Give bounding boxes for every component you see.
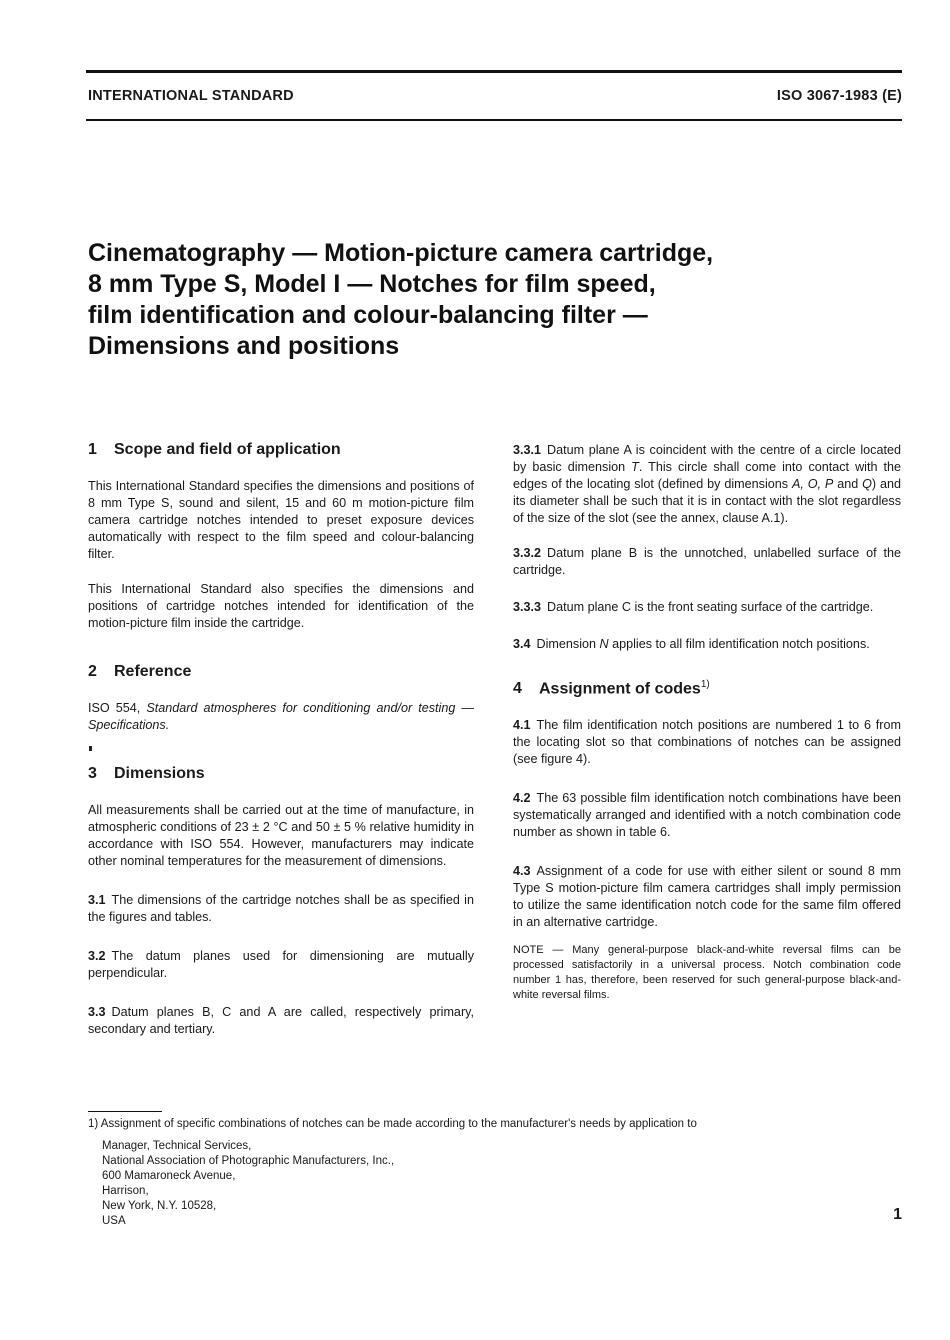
reference-code: ISO 554, xyxy=(88,701,141,715)
clause-number: 4.3 xyxy=(513,864,531,879)
clause-3-2 xyxy=(88,948,474,982)
section-3-heading xyxy=(88,764,474,784)
clause-4-2 xyxy=(513,790,901,841)
left-column xyxy=(88,440,474,1056)
clause-text: Datum plane A is coincident with the centre of a circle located by basic dimension xyxy=(513,443,901,474)
clause-text: The film identification notch positions are numbered 1 to 6 from the locating slot so that combinations of notches can be assigned (see figure 4). xyxy=(513,718,901,767)
clause-3-3-1 xyxy=(513,442,901,527)
page-number: 1 xyxy=(893,1206,902,1223)
section-4-heading xyxy=(513,675,901,699)
clause-text: The 63 possible film identification notch combinations have been systematically arranged and identified with a notch combination code number as shown in table 6. xyxy=(513,791,901,840)
section-number: 2 xyxy=(88,663,97,680)
clause-text: Datum plane C is the front seating surface of the cartridge. xyxy=(547,600,874,614)
standard-number-label: ISO 3067-1983 (E) xyxy=(776,88,902,104)
address-line: New York, N.Y. 10528, xyxy=(102,1200,217,1212)
clause-text: . This circle shall come into contact with the edges of the locating slot (defined by dimensions xyxy=(513,460,901,491)
section-2-heading xyxy=(88,662,474,682)
clause-4-1 xyxy=(513,717,901,768)
clause-number: 3.4 xyxy=(513,637,531,651)
clause-number: 4.1 xyxy=(513,718,531,733)
title-line-2: 8 mm Type S, Model I — Notches for film speed, xyxy=(88,270,656,298)
clause-3-4 xyxy=(513,636,901,653)
title-line-3: film identification and colour-balancing filter — xyxy=(88,301,648,329)
footnote xyxy=(88,1117,908,1229)
footnote-reference: 1) xyxy=(700,679,710,690)
dimension-variable: T xyxy=(631,460,639,474)
clause-number: 3.1 xyxy=(88,893,106,907)
footnote-text: 1) Assignment of specific combinations of notches can be made according to the manufacturer's needs by application to xyxy=(88,1118,697,1130)
section-1-heading xyxy=(88,440,474,460)
clause-number: 3.3.3 xyxy=(513,600,542,614)
reference-entry xyxy=(88,700,474,734)
right-column xyxy=(513,442,901,1021)
section-number: 1 xyxy=(88,441,97,458)
section-title: Reference xyxy=(114,663,192,680)
address-line: Harrison, xyxy=(102,1185,149,1197)
clause-text: and xyxy=(833,477,863,491)
clause-number: 4.2 xyxy=(513,791,531,806)
clause-3-3-2 xyxy=(513,545,901,579)
footnote-rule xyxy=(88,1111,162,1112)
clause-text: Datum planes B, C and A are called, respectively primary, secondary and tertiary. xyxy=(88,1005,474,1036)
dimension-variable: N xyxy=(599,637,609,651)
clause-text: Dimension xyxy=(536,637,600,651)
clause-3-3 xyxy=(88,1004,474,1038)
clause-text: ) and its diameter shall be such that it is in contact with the slot regardless of the size of the slot (see the annex, clause A.1). xyxy=(513,477,901,525)
address-line: National Association of Photographic Manufacturers, Inc., xyxy=(102,1155,395,1167)
clause-number: 3.3 xyxy=(88,1005,106,1019)
clause-4-3 xyxy=(513,863,901,931)
section-title: Scope and field of application xyxy=(114,441,341,458)
address-line: USA xyxy=(102,1215,126,1227)
dimension-variable: Q xyxy=(862,477,872,491)
clause-text: The dimensions of the cartridge notches shall be as specified in the figures and tables. xyxy=(88,893,474,924)
clause-number: 3.2 xyxy=(88,949,106,963)
document-type-label: INTERNATIONAL STANDARD xyxy=(88,88,294,104)
clause-number: 3.3.1 xyxy=(513,443,542,457)
section-number: 4 xyxy=(513,680,522,698)
section-number: 3 xyxy=(88,765,97,782)
scope-paragraph-1: This International Standard specifies the dimensions and positions of 8 mm Type S, sound and silent, 15 and 60 m motion-picture film camera cartridge notches intended to preset exposure devices automatically with respect to the film speed and colour-balancing filter. xyxy=(88,479,474,561)
note-paragraph: NOTE — Many general-purpose black-and-white reversal films can be processed satisfactorily in a universal process. Notch combination code number 1 has, therefore, been reserved for such general-purpose black-and-white reversal films. xyxy=(513,944,901,1002)
dimensions-paragraph: All measurements shall be carried out at the time of manufacture, in atmospheric conditions of 23 ± 2 °C and 50 ± 5 % relative humidity in accordance with ISO 554. However, manufacturers may indicate other nominal temperatures for the measurement of dimensions. xyxy=(88,803,474,868)
address-line: 600 Mamaroneck Avenue, xyxy=(102,1170,236,1182)
title-line-1: Cinematography — Motion-picture camera cartridge, xyxy=(88,239,714,267)
title-line-4: Dimensions and positions xyxy=(88,332,400,360)
clause-3-3-3 xyxy=(513,599,901,616)
dimension-variables: A, O, P xyxy=(791,477,834,491)
clause-text: The datum planes used for dimensioning are mutually perpendicular. xyxy=(88,949,474,980)
section-title: Dimensions xyxy=(114,765,205,782)
clause-text: Assignment of a code for use with either silent or sound 8 mm Type S motion-picture film camera cartridges shall imply permission to utilize the same identification notch code for the same film offered in an alternative cartridge. xyxy=(513,864,901,930)
clause-text: Datum plane B is the unnotched, unlabelled surface of the cartridge. xyxy=(513,546,901,577)
address-line: Manager, Technical Services, xyxy=(102,1140,252,1152)
header-top-rule xyxy=(86,70,902,73)
clause-3-1 xyxy=(88,892,474,926)
reference-title: Standard atmospheres for conditioning and/or testing — Specifications. xyxy=(88,701,474,732)
footnote-address xyxy=(102,1139,908,1229)
section-title: Assignment of codes xyxy=(539,680,701,698)
clause-number: 3.3.2 xyxy=(513,546,542,560)
header-bottom-rule xyxy=(86,119,902,121)
clause-text: applies to all film identification notch positions. xyxy=(608,637,870,651)
document-title xyxy=(88,238,888,362)
scope-paragraph-2: This International Standard also specifies the dimensions and positions of cartridge notches intended for identification of the motion-picture film inside the cartridge. xyxy=(88,582,474,630)
